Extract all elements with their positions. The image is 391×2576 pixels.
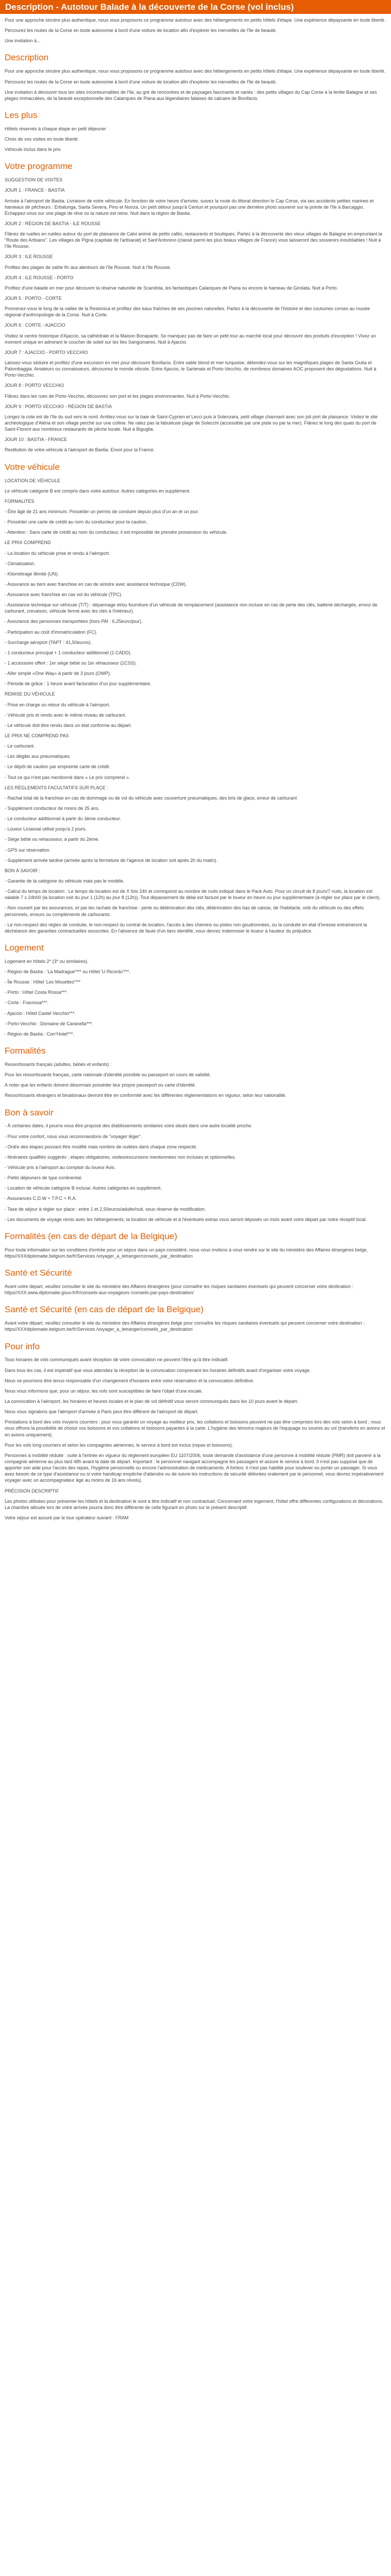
day-title: JOUR 3 : ILE ROUSSE bbox=[5, 254, 53, 260]
list-item: - Location de véhicule catégorie B incluse. Autres catégories en supplément. bbox=[5, 1185, 162, 1191]
paragraph: Nous vous informons que, pour un séjour, les vols sont susceptibles de faire l'objet d'une escale. bbox=[5, 1388, 203, 1394]
subheading: LES RÈGLEMENTS FACULTATIFS SUR PLACE : bbox=[5, 785, 108, 790]
intro-paragraph: Une invitation à... bbox=[5, 38, 41, 44]
list-item: - Siège bébé ou rehausseur, à partir du 2ème. bbox=[5, 837, 100, 842]
list-item: - Porto : Hôtel Costa Rossa***. bbox=[5, 990, 68, 995]
list-item: - Non couvert par les assurances, et par les rachats de franchise : perte ou détérioration des clés, détérioration des bas de caisse, de l'habitacle, vols du véhicule ou des effets personnels, erreurs ou compléments de carburants. bbox=[5, 905, 364, 917]
list-item: - Tout ce qui n'est pas mentionné dans « Le prix comprend ». bbox=[5, 774, 131, 780]
day-text: Profitez d'une balade en mer pour découvrir la réserve naturelle de Scandola, les fantastiques Calanques de Piana ou encore le hameau de Girolata. Nuit à Porto. bbox=[5, 285, 338, 291]
subheading: LE PRIX COMPREND bbox=[5, 540, 51, 546]
list-item: - Île Rousse : Hôtel 'Les Mouettes'*** bbox=[5, 979, 81, 985]
list-item: - Période de grâce : 1 heure avant facturation d'un jour supplémentaire. bbox=[5, 681, 152, 687]
list-item: - Supplément conducteur de moins de 25 ans. bbox=[5, 806, 100, 811]
section-heading: Bon à savoir bbox=[5, 1107, 54, 1117]
subheading: BON À SAVOIR : bbox=[5, 868, 40, 873]
list-item: - Région de Bastia : Corr'Hotel***. bbox=[5, 1031, 74, 1037]
paragraph: Avant votre départ, veuillez consulter le site du ministère des Affaires étrangères (pour connaître les risques sanitaires éventuels qui peuvent concerner votre destination : https//XXX.www.diplomatie.gouv.fr/fr/conseils-aux-voyageurs /conseils-par-pays-destination/ bbox=[5, 1284, 354, 1296]
list-item: - Assurance avec franchise en cas vol du véhicule (TPC). bbox=[5, 592, 123, 598]
day-title: JOUR 6 : CORTE - AJACCIO bbox=[5, 323, 66, 328]
list-item: - 1 conducteur principal + 1 conducteur additionnel (1 CADD). bbox=[5, 650, 132, 655]
day-text: Profitez des plages de sable fin aux alentours de l'île Rousse. Nuit à l'île Rousse. bbox=[5, 264, 171, 270]
list-item: - Le véhicule doit être rendu dans un état conforme au départ. bbox=[5, 722, 132, 728]
list-item: - Assistance technique sur véhicule (T/T) : dépannage et/ou fourniture d'un véhicule de remplacement (assistance non incluse en cas de perte des clés, batterie déchargée, erreur de carburant, crevaison, véhicule fermé avec les clés à l'intérieur). bbox=[5, 602, 378, 614]
day-text: Flânez de ruelles en ruelles autour du port de plaisance de Calvi animé de petits cafés, restaurants et boutiques. Partez à la découverte des vieux villages de Balagne en empruntant la "Route des Artisans". Les villages de Pigna (capitale de l'artisanat) et Sant'Antonino (classé parmi les plus beaux villages de France) vous laisseront des souvenirs inoubliables ! Nuit à l'île Rousse. bbox=[5, 231, 382, 249]
list-item: - Ordre des étapes pouvant être modifié mais nombre de nuitées dans chaque zone respecté. bbox=[5, 1144, 198, 1149]
vehicule-line: LOCATION DE VÉHICULE bbox=[5, 478, 60, 483]
list-item: - Véhicule pris et rendu avec le même niveau de carburant. bbox=[5, 712, 126, 718]
day-title: JOUR 8 : PORTO VECCHIO bbox=[5, 383, 64, 388]
paragraph: Pour les ressortissants français, carte nationale d'identité possible ou passeport en cours de validité. bbox=[5, 1072, 211, 1078]
paragraph: Logement en hôtels 2* (3* ou similaires). bbox=[5, 958, 89, 964]
list-item: - À certaines dates, il pourra vous être proposé des établissements similaires voire situés dans une autre localité proche. bbox=[5, 1123, 253, 1129]
list-item: - Climatisation. bbox=[5, 561, 36, 566]
day-title: JOUR 7 : AJACCIO - PORTO VECCHIO bbox=[5, 349, 88, 355]
vehicule-section bbox=[5, 462, 386, 934]
intro-paragraph: Pour une approche sincère plus authentique, nous vous proposons ce programme autotour avec des hébergements en petits hôtels d'étape. Une expérience dépaysante en toute liberté. bbox=[5, 18, 386, 23]
section-heading: Description bbox=[5, 53, 49, 63]
day-text: Promenez-vous le long de la vallée de la Restonica et profitez des eaux fraîches de ses piscines naturelles. Partez à la découverte de l'histoire et des coutumes corses au musée régional d'anthropologie de la Corse. Nuit à Corte. bbox=[5, 306, 370, 318]
list-item: - Les documents de voyage remis avec les hébergements, la location de véhicule et à l'éventuels extras vous seront déposés un mois avant votre départ par notre réceptif local. bbox=[5, 1216, 367, 1222]
paragraph: Ressortissants français (adultes, bébés et enfants) : bbox=[5, 1061, 112, 1067]
paragraph: Pour les vols long-courriers et selon les compagnies aériennes, le service à bord est inclus (repas et boissons). bbox=[5, 1442, 233, 1448]
list-item: - Itinéraires qualifiés suggérés ; étapes obligatoires, visites/excursions mentionnées non incluses et optionnelles. bbox=[5, 1154, 236, 1160]
day-text: Longez la cote est de l'île du sud vers le nord. Arrêtez-vous sur la baie de Saint-Cyprien et Lecci puis à Solenzara, petit village charmant avec son joli port de plaisance. Visitez le site archéologique d'Aléria et son village perché sur une colline. Ne ratez pas la fabuleuse plage de Solecchi (accessible par une piste ou par la mer). Flânez le long des quais du port de Saint-Florent aux nombreux restaurants de pêche locale. Nuit à Biguglia. bbox=[5, 414, 378, 432]
list-item: - Calcul du temps de location : Le temps de location est de X fois 24h et correspond au nombre de nuits indiqué dans le Pack Auto. Pour un circuit de 8 jours/7 nuits, la location est valable 7 x 24h00 (la location voit du jour 1 (12h) au jour 8 (12h)). Tout dépassement de délai est facturé par le loueur en heure ou jour supplémentaire (à régler sur place par le client). bbox=[5, 889, 381, 901]
list-item: - Assurance au tiers avec franchise en cas de sinistre avec assistance technique (CDW). bbox=[5, 581, 187, 587]
intro-paragraph: Percourez les routes de la Corse en toute autonomie à bord d'une voiture de location afin d'explorer les merveilles de l'île de beauté. bbox=[5, 28, 277, 33]
list-item: - Ajaccio : Hôtel Castel Vecchio***. bbox=[5, 1010, 76, 1016]
day-title: JOUR 10 : BASTIA - FRANCE bbox=[5, 437, 68, 443]
list-item: - Surcharge aéroport (TAPT : 41,50euros). bbox=[5, 639, 92, 645]
paragraph: Percourez les routes de la Corse en toute autonomie à bord d'une voiture de location afin d'explorer les merveilles de l'île de beauté. bbox=[5, 79, 277, 84]
paragraph: La convocation à l'aéroport, les horaires et heures locales et le plan de vol définitif vous seront communiqués dans les 10 jours avant le départ. bbox=[5, 1399, 299, 1404]
vehicule-line: Le véhicule catégorie B est compris dans votre autotour. Autres catégories en supplément. bbox=[5, 488, 191, 494]
day-title: JOUR 9 : PORTO VECCHIO - RÉGION DE BASTIA bbox=[5, 403, 112, 409]
list-item: - Supplément arrivée tardive (arrivée après la fermeture de l'agence de location soit après 2h du matin). bbox=[5, 857, 218, 863]
subheading: PRÉCISION DESCRIPTIF bbox=[5, 1488, 59, 1494]
list-item: - Le dépôt de caution par empreinte carte de crédit. bbox=[5, 764, 110, 770]
paragraph: A noter que les enfants doivent désormais posséder leur propre passeport ou carte d'identité. bbox=[5, 1082, 196, 1088]
intro-section bbox=[5, 17, 386, 44]
bon-a-savoir-section bbox=[5, 1107, 386, 1223]
section-heading: Santé et Sécurité bbox=[5, 1268, 72, 1278]
list-item: - Taxe de séjour à régler sur place : entre 1 et 2,50euros/adulte/nuit, sous réserve de modification. bbox=[5, 1206, 206, 1212]
page-title-banner: Description - Autotour Balade à la découverte de la Corse (vol inclus) bbox=[0, 0, 391, 14]
paragraph: Tous horaires de vols communiqués avant réception de votre convocation ne peuvent l'être qu'à titre indicatif. bbox=[5, 1357, 229, 1363]
list-item: - Porto-Vecchio : Domaine de Caranella***. bbox=[5, 1021, 93, 1026]
list-item: - Attention : Sans carte de crédit au nom du conducteur, il est impossible de prendre possession du véhicule. bbox=[5, 530, 228, 535]
list-item: - Loueur Liciassai utilisé jusqu'à 2 jours. bbox=[5, 826, 87, 832]
section-heading: Votre véhicule bbox=[5, 462, 60, 472]
day-title: JOUR 5 : PORTO - CORTE bbox=[5, 296, 62, 301]
paragraph: Pour toute information sur les conditions d'entrée pour un séjour dans un pays considéré, nous vous invitons à vous rendre sur le site du ministère des Affaires étrangères belge, https//XXXdiplomatie.belgium.be/fr/Services /voyager_a_letranger/conseils_par_destination bbox=[5, 1247, 368, 1259]
list-item: - GPS sur réservation. bbox=[5, 847, 51, 853]
pour-info-section bbox=[5, 1341, 386, 1521]
list-item: - Prise en charge ou retour du véhicule à l'aéroport. bbox=[5, 702, 110, 707]
paragraph: Dans tous les cas, il est impératif que vous attendiez la réception de la convocation comprenant les horaires définitifs avant d'organiser votre voyage. bbox=[5, 1367, 311, 1373]
paragraph: Une invitation à découvrir tous les sites incontournables de l'île, au gré de rencontres et de paysages fascinants et variés : des petits villages du Cap Corse à la fertile Balagne et ses plages immaculées, de la beauté exceptionnelle des Calanques de Piana aux légendaires falaises de calcaire de Bonifacio. bbox=[5, 89, 377, 101]
paragraph: Nous ne pourrions être tenus responsable d'un changement d'horaires entre votre réservation et la convocation définitive. bbox=[5, 1378, 254, 1383]
list-item: - Rachat total de la franchise en cas de dommage ou de vol du véhicule avec couverture pneumatiques, des bris de glace, erreur de carburant bbox=[5, 795, 297, 801]
list-item: - Le conducteur additionnel à partir du 3ème conducteur. bbox=[5, 816, 121, 822]
programme-section bbox=[5, 161, 386, 453]
list-item: - 1 accessoire offert : 1er siège bébé ou 1er réhausseur (1CSS). bbox=[5, 660, 137, 666]
paragraph: Hôtels réservés à chaque étape en petit déjeuner bbox=[5, 126, 106, 131]
logement-section bbox=[5, 942, 386, 1037]
paragraph: Les photos utilisées pour présenter les hôtels et la destination le sont à titre indicatif et non contractuel. Concernant votre logement, l'hôtel offre différentes configurations et décorations. La chambre allouée lors de votre arrivée pourra donc être différente de celle figurant en photo sur le présent descriptif. bbox=[5, 1498, 383, 1510]
content bbox=[0, 14, 391, 1535]
formalites-section bbox=[5, 1045, 386, 1099]
list-item: - Assurance des personnes transportées (hors PAI : 6,25euro/jour). bbox=[5, 619, 142, 624]
list-item: - Participation au coût d'immatriculation (FC). bbox=[5, 629, 97, 635]
day-text: Restitution de votre véhicule à l'aéroport de Bastia. Envol pour la France. bbox=[5, 447, 155, 453]
programme-line: SUGGESTION DE VISITES bbox=[5, 177, 63, 183]
section-heading: Logement bbox=[5, 942, 44, 953]
subheading: FORMALITÉS bbox=[5, 498, 35, 504]
list-item: - Être âgé de 21 ans minimum. Posséder un permis de conduire depuis plus d'un an et un jour. bbox=[5, 509, 199, 514]
day-title: JOUR 2 : RÉGION DE BASTIA - ILE ROUSSE bbox=[5, 221, 101, 226]
description-section bbox=[5, 52, 386, 101]
list-item: - Kilométrage illimité (UN). bbox=[5, 571, 59, 577]
list-item: - Aller simple «One Way» à partir de 3 jours (OWP). bbox=[5, 671, 111, 676]
plus-section bbox=[5, 110, 386, 152]
list-item: - Le non-respect des règles de conduite, le non-respect du contrat de location, l'accès à des chemins ou pistes non goudronnées, ou la conduite en état d'ivresse entraîneront la déchéance des garanties contractuelles souscrites. En l'absence de faute d'un tiers identifié, vous devrez indemniser le loueur à hauteur du préjudice. bbox=[5, 922, 367, 934]
paragraph: Véhicule inclus dans le prix bbox=[5, 147, 61, 152]
paragraph: Pour une approche sincère plus authentique, nous vous proposons ce programme autotour avec des hébergements en petits hôtels d'étape. Une expérience dépaysante en toute liberté. bbox=[5, 69, 386, 74]
sante-belgique-section bbox=[5, 1304, 386, 1332]
list-item: - Véhicule pris à l'aéroport au comptoir du loueur Avis. bbox=[5, 1165, 116, 1171]
day-text: Flânez dans les rues de Porto-Vecchio, découvrez son port et les plages environnantes. Nuit à Porto-Vecchio. bbox=[5, 393, 231, 399]
section-heading: Santé et Sécurité (en cas de départ de la Belgique) bbox=[5, 1304, 204, 1315]
list-item: - Pour votre confort, nous vous recommandons de "voyager léger". bbox=[5, 1133, 142, 1139]
paragraph: Personnes à mobilité réduite : suite à l'entrée en vigueur du règlement européen EU 1107/2006, toute demande d'assistance d'une personne à mobilité réduite (PMR) doit parvenir à la compagnie aérienne au plus tard 48h avant la date de départ. Important : le personnel navigant accompagne les passagers et assure le service à bord. Il n'est pas supposé que de apporter son aide pour l'accès des repas, l'hygiène personnelle ou encore l'administration de médicaments. A fortiori, il n'est pas habilité pour soulever ou porter un passager. Si vous avez besoin de ce type d'assistance ou si votre handicap empêche d'attendre ou de suivre les instructions de sécurité délivrées oralement par le personnel, vous devrez impérativement voyager avec un accompagnateur âgé au moins de 16 ans révolu). bbox=[5, 1452, 384, 1483]
section-heading: Formalités (en cas de départ de la Belgique) bbox=[5, 1231, 177, 1241]
section-heading: Votre programme bbox=[5, 161, 73, 172]
list-item: - Le carburant. bbox=[5, 743, 35, 749]
paragraph: Avant votre départ, veuillez consulter le site du ministère des Affaires étrangères belge pour connaître les risques sanitaires éventuels qui peuvent concerner votre destination : https//XXXdiplomatie.belgium.be/fr/Services /voyager_a_letranger/conseils_par_destination bbox=[5, 1320, 365, 1332]
subheading: LE PRIX NE COMPREND PAS bbox=[5, 733, 69, 739]
paragraph: Nous vous signalons que l'aéroport d'arrivée à Paris peut être différent de l'aéroport de départ. bbox=[5, 1409, 199, 1415]
list-item: - Posséder une carte de crédit au nom du conducteur pour la caution. bbox=[5, 519, 148, 525]
formalites-belgique-section bbox=[5, 1231, 386, 1259]
day-text: Arrivée à l'aéroport de Bastia. Livraison de votre véhicule. En fonction de votre heure d'arrivée, suivez la route du littoral direction le Cap Corse, via ses accidents petites marines et hameaux de pêcheurs : Erbalunga, Santa Severa, Pino et Nonza. Un petit détour jusqu'à Centuri et pourquoi pas une dernière photo souvenir sur la pointe de l'île à Barcaggio. Échappez-vous sur une plage de rêve où la nature est reine. Nuit dans la région de Bastia. bbox=[5, 198, 374, 216]
day-title: JOUR 4 : ILE ROUSSE - PORTO bbox=[5, 275, 74, 280]
day-text: Laissez-vous séduire et profitez d'une excursion en mer pour découvrir Bonifacio. Entre sable blond et mer turquoise, détendez-vous sur les magnifiques plages de Santa Giulia et Palombaggia. Amateurs ou connaisseurs, découvrez le monde viticole. Entre Ajaccio, le Sartenais et Porto-Vecchio, de nombreux domaines AOC proposent des dégustations. Nuit à Porto-Vecchio. bbox=[5, 360, 377, 378]
list-item: - Région de Bastia : 'La Madrague'*** ou Hôtel 'U Ricordu'***. bbox=[5, 969, 131, 975]
list-item: - Les dégâts aux pneumatiques. bbox=[5, 754, 71, 759]
day-text: Visitez le centre historique d'Ajaccio, sa cathédrale et la Maison Bonaparte. Se manquez pas de faire un petit tour au marché local pour découvrir des produits d'exception ! Vivez un moment unique en admirant le coucher de soleil sur les îles Sanguinaires. Nuit à Ajaccio. bbox=[5, 333, 376, 345]
paragraph: Choix de vos visites en toute liberté bbox=[5, 137, 78, 142]
paragraph: Votre séjour est assuré par le tour opérateur suivant : FRAM bbox=[5, 1515, 129, 1521]
list-item: - Garantie de la catégorie du véhicule mais pas le modèle. bbox=[5, 878, 125, 884]
subheading: REMISE DU VÉHICULE bbox=[5, 691, 55, 697]
day-title: JOUR 1 : FRANCE - BASTIA bbox=[5, 188, 65, 193]
list-item: - Petits déjeuners de type continental. bbox=[5, 1175, 83, 1181]
paragraph: Prestations à bord des vols moyens courriers : pour vous garantir un voyage au meilleur prix, les collations et boissons peuvent ne pas être comprises lors des vols selon à bord ; nous vous offrons la possibilité de choisir vos boissons et vos collations et boissons payantes à la carte. L'hygiène des témoins majeurs de l'équipage ou soumis au vol (transferts en avions et en avions uniquement). bbox=[5, 1419, 385, 1437]
paragraph: Ressortissants étrangers et binationaux devront être en conformité avec les différentes réglementations en vigueur, selon leur nationalité. bbox=[5, 1093, 287, 1098]
section-heading: Pour info bbox=[5, 1341, 40, 1351]
list-item: - Assurances C.D.W + T.P.C + R.A. bbox=[5, 1196, 77, 1201]
list-item: - La location du véhicule prise et rendu à l'aéroport. bbox=[5, 550, 110, 556]
sante-section bbox=[5, 1267, 386, 1296]
section-heading: Formalités bbox=[5, 1046, 46, 1056]
section-heading: Les plus bbox=[5, 110, 38, 120]
list-item: - Corte : Fracossa***. bbox=[5, 1000, 49, 1006]
